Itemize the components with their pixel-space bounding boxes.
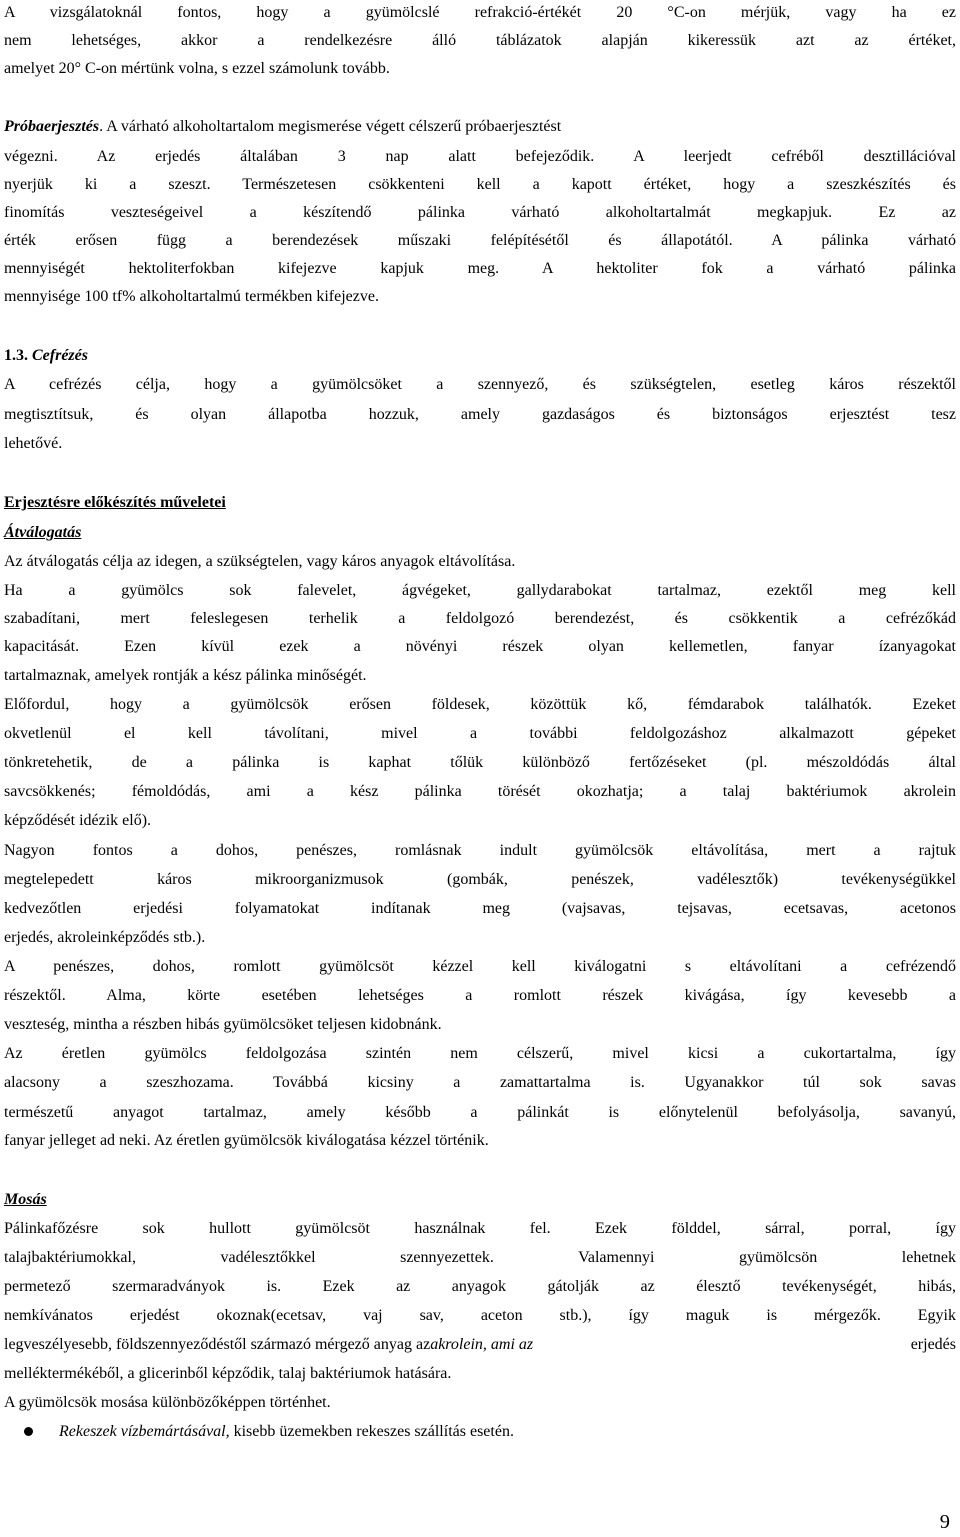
paragraph-6-line-3: tönkretehetik, de a pálinka is kaphat tőlük különböző fertőzéseket (pl. mészoldódás által xyxy=(4,754,956,771)
paragraph-3-line-1: A cefrézés célja, hogy a gyümölcsöket a szennyező, és szükségtelen, esetleg káros részektől xyxy=(4,376,956,393)
section-heading-cefrezes xyxy=(4,346,88,366)
paragraph-9-line-1: Az éretlen gyümölcs feldolgozása szintén nem célszerű, mivel kicsi a cukortartalma, így xyxy=(4,1045,956,1062)
paragraph-10-line-5 xyxy=(4,1335,956,1355)
heading-atvalogatas: Átválogatás xyxy=(4,524,82,541)
paragraph-10-line-2: talajbaktériumokkal, vadélesztőkkel szennyezettek. Valamennyi gyümölcsön lehetnek xyxy=(4,1249,956,1266)
paragraph-1-line-1: A vizsgálatoknál fontos, hogy a gyümölcslé refrakció-értékét 20 °C-on mérjük, vagy ha ez xyxy=(4,4,956,21)
probaerjesztes-first-text: . A várható alkoholtartalom megismerése végett célszerű próbaerjesztést xyxy=(99,118,562,135)
paragraph-7-line-3: kedvezőtlen erjedési folyamatokat indítanak meg (vajsavas, tejsavas, ecetsavas, acetonos xyxy=(4,900,956,917)
paragraph-11: A gyümölcsök mosása különbözőképpen történhet. xyxy=(4,1394,331,1411)
paragraph-10-line-1: Pálinkafőzésre sok hullott gyümölcsöt használnak fel. Ezek földdel, sárral, porral, így xyxy=(4,1220,956,1237)
section-title: Cefrézés xyxy=(32,347,88,364)
heading-erjesztesre: Erjesztésre előkészítés műveletei xyxy=(4,494,226,511)
paragraph-2-line-1: végezni. Az erjedés általában 3 nap alatt befejeződik. A leerjedt cefréből desztillációval xyxy=(4,148,956,165)
paragraph-10-line-6: melléktermékéből, a glicerinből képződik, talaj baktériumok hatására. xyxy=(4,1365,452,1382)
section-number: 1.3. xyxy=(4,347,32,364)
bullet-item-text: kisebb üzemekben rekeszes szállítás esetén. xyxy=(229,1423,514,1440)
paragraph-7-line-2: megtelepedett káros mikroorganizmusok (gombák, penészek, vadélesztők) tevékenységükkel xyxy=(4,871,956,888)
paragraph-4: Az átválogatás célja az idegen, a szükségtelen, vagy káros anyagok eltávolítása. xyxy=(4,553,516,570)
paragraph-8-line-1: A penészes, dohos, romlott gyümölcsöt kézzel kell kiválogatni s eltávolítani a cefrézendő xyxy=(4,958,956,975)
paragraph-1-line-3: amelyet 20° C-on mértünk volna, s ezzel számolunk tovább. xyxy=(4,60,390,77)
bullet-icon xyxy=(24,1427,33,1436)
bullet-item xyxy=(59,1422,514,1442)
paragraph-7-line-4: erjedés, akroleinképződés stb.). xyxy=(4,929,206,946)
paragraph-2-line-3: finomítás veszteségeivel a készítendő pálinka várható alkoholtartalmát megkapjuk. Ez az xyxy=(4,204,956,221)
paragraph-5-line-4: tartalmaznak, amelyek rontják a kész pálinka minőségét. xyxy=(4,667,367,684)
paragraph-10-line-3: permetező szermaradványok is. Ezek az anyagok gátolják az élesztő tevékenységét, hibás, xyxy=(4,1278,956,1295)
paragraph-8-line-2: részektől. Alma, körte esetében lehetséges a romlott részek kivágása, így kevesebb a xyxy=(4,987,956,1004)
paragraph-9-line-2: alacsony a szeszhozama. Továbbá kicsiny a zamattartalma is. Ugyanakkor túl sok savas xyxy=(4,1074,956,1091)
paragraph-6-line-5: képződését idézik elő). xyxy=(4,812,152,829)
paragraph-5-line-3: kapacitását. Ezen kívül ezek a növényi részek olyan kellemetlen, fanyar ízanyagokat xyxy=(4,638,956,655)
paragraph-3-line-3: lehetővé. xyxy=(4,435,63,452)
paragraph-5-line-2: szabadítani, mert feleslegesen terhelik a feldolgozó berendezést, és csökkentik a cefrézőkád xyxy=(4,610,956,627)
paragraph-10-line-5-tail: erjedés xyxy=(910,1336,956,1353)
paragraph-2-line-4: érték erősen függ a berendezések műszaki felépítésétől és állapotától. A pálinka várható xyxy=(4,232,956,249)
paragraph-10-line-4: nemkívánatos erjedést okoznak(ecetsav, vaj sav, aceton stb.), így maguk is mérgezők. Egyik xyxy=(4,1307,956,1324)
paragraph-9-line-3: természetű anyagot tartalmaz, amely később a pálinkát is előnytelenül befolyásolja, savanyú, xyxy=(4,1104,956,1121)
probaerjesztes-first-line xyxy=(4,117,956,137)
page-number: 9 xyxy=(939,1511,950,1533)
paragraph-2-line-6: mennyisége 100 tf% alkoholtartalmú termékben kifejezve. xyxy=(4,288,379,305)
akrolein-italic: akrolein, ami az xyxy=(430,1336,534,1353)
paragraph-8-line-3: veszteség, mintha a részben hibás gyümölcsöket teljesen kidobnánk. xyxy=(4,1016,442,1033)
paragraph-3-line-2: megtisztítsuk, és olyan állapotba hozzuk, amely gazdaságos és biztonságos erjesztést tesz xyxy=(4,406,956,423)
paragraph-5-line-1: Ha a gyümölcs sok falevelet, ágvégeket, gallydarabokat tartalmaz, ezektől meg kell xyxy=(4,582,956,599)
bullet-item-italic: Rekeszek vízbemártásával, xyxy=(59,1423,230,1440)
paragraph-7-line-1: Nagyon fontos a dohos, penészes, romlásnak indult gyümölcsök eltávolítása, mert a rajtuk xyxy=(4,842,956,859)
paragraph-2-line-5: mennyiségét hektoliterfokban kifejezve kapjuk meg. A hektoliter fok a várható pálinka xyxy=(4,260,956,277)
heading-mosas: Mosás xyxy=(4,1191,47,1208)
paragraph-1-line-2: nem lehetséges, akkor a rendelkezésre álló táblázatok alapján kikeressük azt az értéket, xyxy=(4,32,956,49)
paragraph-2-line-2: nyerjük ki a szeszt. Természetesen csökkenteni kell a kapott értéket, hogy a szeszkészítés és xyxy=(4,176,956,193)
paragraph-10-line-5-text: legveszélyesebb, földszennyeződéstől származó mérgező anyag az xyxy=(4,1336,431,1353)
paragraph-9-line-4: fanyar jelleget ad neki. Az éretlen gyümölcsök kiválogatása kézzel történik. xyxy=(4,1132,489,1149)
paragraph-6-line-2: okvetlenül el kell távolítani, mivel a további feldolgozáshoz alkalmazott gépeket xyxy=(4,725,956,742)
paragraph-6-line-4: savcsökkenés; fémoldódás, ami a kész pálinka törését okozhatja; a talaj baktériumok akrolein xyxy=(4,783,956,800)
probaerjesztes-heading: Próbaerjesztés xyxy=(4,118,100,135)
paragraph-6-line-1: Előfordul, hogy a gyümölcsök erősen földesek, közöttük kő, fémdarabok találhatók. Ezeket xyxy=(4,696,956,713)
